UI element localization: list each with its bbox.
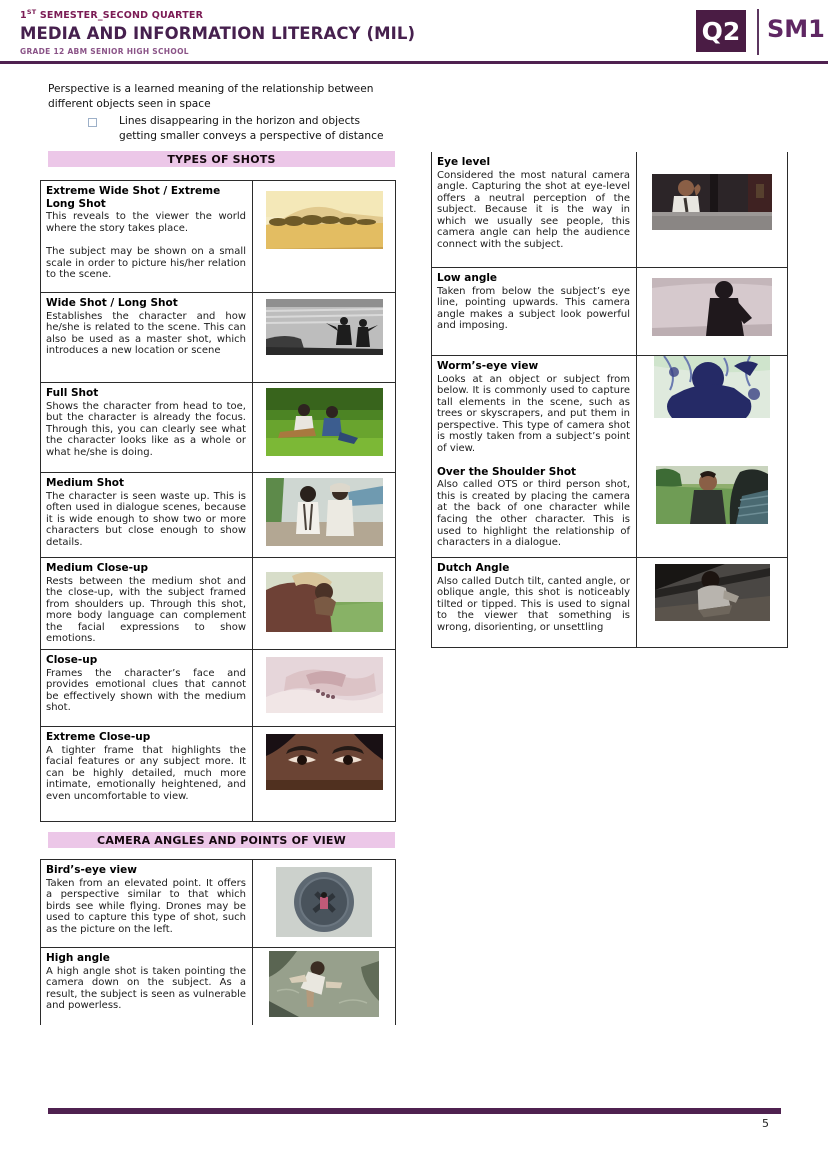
row-image-cell xyxy=(637,558,787,647)
row-text-cell xyxy=(41,948,253,1025)
row-image-cell xyxy=(637,268,787,355)
table-row xyxy=(41,948,395,1025)
row-body-2: The subject may be shown on a small scale in order to picture his/her relation to the scene. xyxy=(46,246,246,281)
row-text-cell xyxy=(432,356,637,557)
grade-line: GRADE 12 ABM SENIOR HIGH SCHOOL xyxy=(20,47,189,57)
semester-number: 1 xyxy=(20,10,27,22)
aerial-drone-view-photo xyxy=(276,867,372,937)
row-text-cell xyxy=(41,650,253,726)
row-image-cell xyxy=(637,152,787,267)
row-text-cell xyxy=(41,181,253,292)
row-body: Also called Dutch tilt, canted angle, or oblique angle, this shot is noticeably tilted or tipped. This is used to signal to the viewer that something is wrong, disorienting, or unsettling xyxy=(437,575,630,633)
row-title: Over the Shoulder Shot xyxy=(437,465,577,478)
row-title: Eye level xyxy=(437,156,491,168)
row-title: Wide Shot / Long Shot xyxy=(46,297,178,309)
table-row xyxy=(41,293,395,383)
row-body: Also called OTS or third person shot, this is created by placing the camera at the back of one character while facing the other character. This is used to highlight the relationship of characters in a dialogue. xyxy=(437,479,630,549)
row-text-cell xyxy=(41,860,253,947)
semester-line xyxy=(20,8,415,21)
row-image-cell xyxy=(253,650,395,726)
clasped-hands-photo xyxy=(266,657,383,713)
left-column xyxy=(40,151,396,1025)
row-body: Frames the character’s face and provides emotional clues that cannot be effectively shown with the medium shot. xyxy=(46,667,246,714)
row-image-cell xyxy=(253,860,395,947)
table-row xyxy=(41,558,395,650)
row-text-cell xyxy=(41,383,253,472)
page-number: 5 xyxy=(762,1117,769,1130)
header-rule xyxy=(0,61,828,64)
series-badge: SM1 xyxy=(767,15,825,43)
header xyxy=(20,8,415,56)
row-text-cell xyxy=(41,727,253,821)
page-title: MEDIA AND INFORMATION LITERACY (MIL) xyxy=(20,24,416,44)
quarter-badge: Q2 xyxy=(696,10,746,52)
table-row xyxy=(432,558,787,647)
table-row xyxy=(41,383,395,473)
camera-angles-heading: CAMERA ANGLES AND POINTS OF VIEW xyxy=(48,832,395,848)
row-body: Establishes the character and how he/she is related to the scene. This can also be used as a master shot, which introduces a new location or scene xyxy=(46,310,246,357)
intro-paragraph: Perspective is a learned meaning of the relationship between different objects seen in space xyxy=(48,83,374,110)
row-title: Full Shot xyxy=(46,387,99,399)
over-shoulder-dialogue-photo xyxy=(656,466,768,524)
semester-ordinal: ST xyxy=(26,8,37,16)
row-body: Looks at an object or subject from below. It is commonly used to capture tall elements in the scene, such as trees or skyscrapers, and put them in perspective. This type of camera shot is mostly taken from a subject’s point of view. xyxy=(437,373,630,455)
row-body: Taken from an elevated point. It offers a perspective similar to that which birds see while flying. Drones may be used to capture this type of shot, such as the picture on the left. xyxy=(46,877,246,935)
row-body: This reveals to the viewer the world where the story takes place. xyxy=(46,211,246,234)
types-of-shots-table xyxy=(40,180,396,822)
row-image-cell xyxy=(253,383,395,472)
row-text-cell xyxy=(432,152,637,267)
camera-angles-right-table xyxy=(431,152,788,648)
row-image-cell xyxy=(253,727,395,821)
bullet-text: Lines disappearing in the horizon and objects getting smaller conveys a perspective of distance xyxy=(119,115,384,142)
row-body: A tighter frame that highlights the facial features or any subject more. It can be highly detailed, much more intimate, emotionally heightened, and even uncomfortable to view. xyxy=(46,744,246,802)
row-title: Extreme Close-up xyxy=(46,731,151,744)
row-image-cell xyxy=(253,473,395,557)
table-row xyxy=(41,650,395,727)
tilted-crouching-person-photo xyxy=(655,564,770,621)
table-row xyxy=(41,473,395,558)
row-text-cell xyxy=(41,558,253,649)
row-text-cell xyxy=(41,293,253,382)
black-and-white-silhouettes-photo xyxy=(266,299,383,355)
row-title: Extreme Wide Shot / Extreme Long Shot xyxy=(46,185,221,210)
worms-eye-silhouette-photo xyxy=(654,356,770,418)
row-body: A high angle shot is taken pointing the camera down on the subject. As a result, the subject is seen as vulnerable and powerless. xyxy=(46,965,246,1012)
right-column xyxy=(431,152,788,648)
row-body: Considered the most natural camera angle. Capturing the shot at eye-level offers a neutral perception of the subject. Because it is the way in which we usually see people, this camera angle can help the audience connect with the subject. xyxy=(437,169,630,251)
row-image-cell xyxy=(253,948,395,1025)
person-in-water-from-above-photo xyxy=(269,951,379,1017)
embrace-with-hat-photo xyxy=(266,572,383,632)
row-title: Worm’s-eye view xyxy=(437,360,539,372)
intro-block xyxy=(48,82,400,144)
row-image-cell xyxy=(637,356,787,557)
row-body: Rests between the medium shot and the close-up, with the subject framed from shoulders up. Through this shot, more body language can complement the facial expressions to show emotions. xyxy=(46,575,246,645)
camera-angles-left-table xyxy=(40,859,396,1025)
silhouette-low-angle-photo xyxy=(652,278,772,336)
table-row xyxy=(432,268,787,356)
semester-text: SEMESTER_SECOND QUARTER xyxy=(36,10,204,22)
row-text-cell xyxy=(41,473,253,557)
row-title: Close-up xyxy=(46,654,98,667)
row-image-cell xyxy=(253,181,395,292)
row-title: Dutch Angle xyxy=(437,562,510,574)
table-row xyxy=(432,152,787,268)
person-at-ledge-photo xyxy=(652,174,772,230)
table-row-combined xyxy=(432,356,787,558)
row-text-cell xyxy=(432,558,637,647)
row-title: Medium Close-up xyxy=(46,562,148,574)
row-title: Bird’s-eye view xyxy=(46,864,137,877)
row-image-cell xyxy=(253,558,395,649)
row-title: Low angle xyxy=(437,272,498,284)
row-body: The character is seen waste up. This is often used in dialogue scenes, because it is wide enough to show two or more characters but close enough to show details. xyxy=(46,490,246,548)
table-row xyxy=(41,181,395,293)
two-people-on-grass-photo xyxy=(266,388,383,456)
row-title: High angle xyxy=(46,952,110,965)
eyes-closeup-photo xyxy=(266,734,383,790)
row-image-cell xyxy=(253,293,395,382)
types-of-shots-heading: TYPES OF SHOTS xyxy=(48,151,395,167)
bullet-square-icon xyxy=(88,118,97,127)
badge-divider xyxy=(757,9,759,55)
bullet-item xyxy=(48,114,400,144)
footer-bar xyxy=(48,1108,781,1114)
sepia-landscape-photo xyxy=(266,191,383,249)
row-body: Shows the character from head to toe, but the character is already the focus. Through this, you can clearly see what the character looks like as a whole or what he/she is doing. xyxy=(46,400,246,458)
row-body: Taken from below the subject’s eye line, pointing upwards. This camera angle makes a subject look powerful and imposing. xyxy=(437,285,630,332)
row-text-cell xyxy=(432,268,637,355)
table-row xyxy=(41,860,395,948)
row-title: Medium Shot xyxy=(46,477,125,489)
table-row xyxy=(41,727,395,821)
two-students-walking-photo xyxy=(266,478,383,546)
